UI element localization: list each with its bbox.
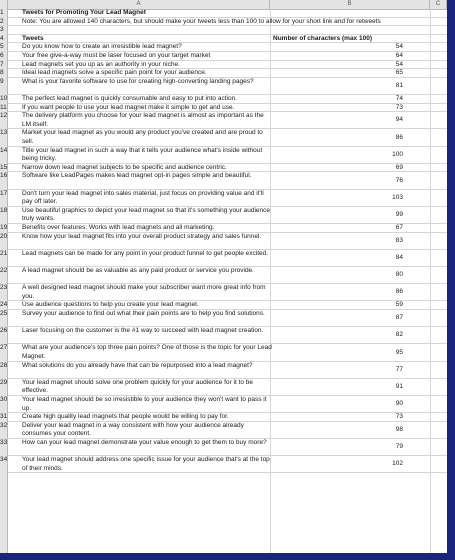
row-header-column xyxy=(0,9,8,553)
header-character-count: Number of characters (max 100) xyxy=(273,34,372,42)
tweet-text[interactable]: Use beautiful graphics to depict your lead magnet so that it's something your audience truly wants. xyxy=(22,206,271,223)
tweet-text[interactable]: Laser focusing on the customer is the #1 way to succeed with lead magnet creation. xyxy=(22,327,264,335)
character-count[interactable]: 59 xyxy=(395,301,403,309)
tweet-row[interactable] xyxy=(8,43,447,52)
character-count[interactable]: 80 xyxy=(395,271,403,279)
tweet-row[interactable] xyxy=(8,267,447,284)
tweet-row[interactable] xyxy=(8,112,447,129)
row-number[interactable]: 12 xyxy=(0,112,8,120)
character-count[interactable]: 86 xyxy=(395,133,403,141)
character-count[interactable]: 83 xyxy=(395,236,403,244)
tweet-text[interactable]: Your free give-a-way must be laser focused on your target market xyxy=(22,52,211,59)
tweet-row[interactable] xyxy=(8,224,447,233)
header-tweets: Tweets xyxy=(22,34,44,42)
row-number[interactable]: 9 xyxy=(0,77,4,85)
tweet-text[interactable]: Your lead magnet should solve one problem quickly for your audience for it to be effective. xyxy=(22,378,254,395)
tweet-text[interactable]: Don't turn your lead magnet into sales material, just focus on providing value and it'll pay off later. xyxy=(22,189,264,206)
note-text: Note: You are allowed 140 characters, but should make your tweets less than 100 to allow for your short link and for retweets xyxy=(22,17,381,25)
tweet-text[interactable]: Ideal lead magnets solve a specific pain point for your audience. xyxy=(22,69,207,77)
row-number[interactable]: 16 xyxy=(0,172,8,180)
tweet-row[interactable] xyxy=(8,147,447,164)
tweet-row[interactable] xyxy=(8,362,447,379)
row-number[interactable]: 29 xyxy=(0,378,8,386)
character-count[interactable]: 82 xyxy=(395,331,403,339)
character-count[interactable]: 54 xyxy=(395,43,403,51)
tweet-text[interactable]: A well designed lead magnet should make your subscriber want more great info from you. xyxy=(22,284,266,300)
tweet-text[interactable]: What solutions do you already have that can be repurposed into a lead magnet? xyxy=(22,361,253,369)
character-count[interactable]: 87 xyxy=(395,314,403,322)
tweet-row[interactable] xyxy=(8,422,447,439)
empty-row[interactable] xyxy=(8,26,447,35)
tweet-row[interactable] xyxy=(8,396,447,413)
row-number[interactable]: 28 xyxy=(0,361,8,369)
tweet-row[interactable] xyxy=(8,327,447,344)
row-number[interactable]: 8 xyxy=(0,69,4,77)
row-number[interactable]: 2 xyxy=(0,17,4,25)
tweet-row[interactable] xyxy=(8,164,447,173)
tweet-row[interactable] xyxy=(8,61,447,70)
row-number[interactable]: 20 xyxy=(0,232,8,240)
character-count[interactable]: 79 xyxy=(395,443,403,451)
tweet-row[interactable] xyxy=(8,413,447,422)
character-count[interactable]: 69 xyxy=(395,163,403,171)
row-number[interactable]: 23 xyxy=(0,284,8,292)
character-count[interactable]: 73 xyxy=(395,103,403,111)
row-number[interactable]: 19 xyxy=(0,224,8,231)
tweet-row[interactable] xyxy=(8,379,447,396)
tweet-text[interactable]: Your lead magnet should be so irresistible to your audience they won't want to pass it up. xyxy=(22,396,267,412)
row-number[interactable]: 25 xyxy=(0,310,8,317)
character-count[interactable]: 67 xyxy=(395,224,403,231)
row-number[interactable]: 10 xyxy=(0,95,8,102)
tweet-row[interactable] xyxy=(8,95,447,104)
tweet-text[interactable]: Software like LeadPages makes lead magnet opt-in pages simple and beautiful. xyxy=(22,172,252,180)
window-border-bottom xyxy=(0,553,455,560)
tweet-row[interactable] xyxy=(8,284,447,301)
tweet-text[interactable]: If you want people to use your lead magnet make it simple to get and use. xyxy=(22,103,235,111)
row-number[interactable]: 17 xyxy=(0,189,8,197)
row-number[interactable]: 18 xyxy=(0,206,8,214)
character-count[interactable]: 103 xyxy=(392,193,403,201)
row-number[interactable]: 3 xyxy=(0,26,4,34)
tweet-row[interactable] xyxy=(8,439,447,456)
tweet-text[interactable]: Deliver your lead magnet in a way consistent with how your audience already consumes your content. xyxy=(22,421,244,438)
column-header-b[interactable]: B xyxy=(270,0,430,9)
row-number[interactable]: 14 xyxy=(0,146,8,154)
row-number[interactable]: 6 xyxy=(0,52,4,59)
title-row[interactable] xyxy=(8,9,447,18)
tweet-row[interactable] xyxy=(8,69,447,78)
row-number[interactable]: 1 xyxy=(0,9,4,16)
character-count[interactable]: 81 xyxy=(395,82,403,90)
tweet-text[interactable]: Benefits over features: Works with lead magnets and all marketing. xyxy=(22,224,215,231)
note-row[interactable] xyxy=(8,18,447,27)
character-count[interactable]: 100 xyxy=(392,150,403,158)
character-count[interactable]: 65 xyxy=(395,69,403,77)
row-number[interactable]: 31 xyxy=(0,413,8,421)
character-count[interactable]: 94 xyxy=(395,116,403,124)
character-count[interactable]: 84 xyxy=(395,254,403,262)
tweet-text[interactable]: What are your audience's top three pain points? One of those is the topic for your Lead Magnet. xyxy=(22,344,272,360)
tweet-text[interactable]: Survey your audience to find out what their pain points are to help you find solutions. xyxy=(22,310,265,317)
tweet-row[interactable] xyxy=(8,250,447,267)
row-number[interactable]: 15 xyxy=(0,163,8,171)
tweet-text[interactable]: What is your favorite software to use for creating high-converting landing pages? xyxy=(22,77,254,85)
row-number[interactable]: 30 xyxy=(0,396,8,403)
column-header-a[interactable]: A xyxy=(8,0,270,9)
row-number[interactable]: 22 xyxy=(0,267,8,274)
tweet-text[interactable]: Lead magnets set you up as an authority in your niche. xyxy=(22,60,180,68)
tweet-row[interactable] xyxy=(8,104,447,113)
tweet-text[interactable]: The perfect lead magnet is quickly consumable and easy to put into action. xyxy=(22,95,237,102)
row-number[interactable]: 34 xyxy=(0,456,8,464)
tweet-text[interactable]: Do you know how to create an irresistible lead magnet? xyxy=(22,43,182,51)
tweet-row[interactable] xyxy=(8,344,447,361)
select-all-corner[interactable] xyxy=(0,0,8,9)
character-count[interactable]: 102 xyxy=(392,460,403,468)
sheet-title: Tweets for Promoting Your Lead Magnet xyxy=(22,9,146,16)
row-number[interactable]: 7 xyxy=(0,60,4,68)
tweet-text[interactable]: How can your lead magnet demonstrate your value enough to get them to buy more? xyxy=(22,439,267,446)
column-header-c[interactable]: C xyxy=(430,0,447,9)
tweet-text[interactable]: Title your lead magnet in such a way that it tells your audience what's inside without being tricky. xyxy=(22,146,263,163)
tweet-row[interactable] xyxy=(8,52,447,61)
tweet-text[interactable]: Know how your lead magnet fits into your overall product strategy and sales funnel. xyxy=(22,232,262,240)
window-border-right xyxy=(447,0,455,560)
tweet-row[interactable] xyxy=(8,301,447,310)
character-count[interactable]: 74 xyxy=(395,95,403,102)
character-count[interactable]: 64 xyxy=(395,52,403,59)
character-count[interactable]: 95 xyxy=(395,348,403,356)
character-count[interactable]: 76 xyxy=(395,176,403,184)
character-count[interactable]: 77 xyxy=(395,365,403,373)
tweet-row[interactable] xyxy=(8,172,447,189)
tweet-text[interactable]: Your lead magnet should address one specific issue for your audience that's at the top of their minds. xyxy=(22,456,270,472)
tweet-text[interactable]: Lead magnets can be made for any point in your product funnel to get people excited. xyxy=(22,249,269,257)
row-number[interactable]: 21 xyxy=(0,249,8,257)
tweet-row[interactable] xyxy=(8,207,447,224)
row-number[interactable]: 32 xyxy=(0,421,8,429)
row-number[interactable]: 13 xyxy=(0,129,8,137)
character-count[interactable]: 90 xyxy=(395,400,403,408)
character-count[interactable]: 91 xyxy=(395,383,403,391)
row-number[interactable]: 11 xyxy=(0,103,7,111)
tweet-row[interactable] xyxy=(8,310,447,327)
character-count[interactable]: 98 xyxy=(395,426,403,434)
row-number[interactable]: 4 xyxy=(0,34,4,42)
tweet-row[interactable] xyxy=(8,190,447,207)
row-number[interactable]: 33 xyxy=(0,439,8,446)
row-number[interactable]: 27 xyxy=(0,344,8,352)
tweet-row[interactable] xyxy=(8,233,447,250)
tweet-row[interactable] xyxy=(8,456,447,473)
tweet-text[interactable]: Use audience questions to help you create your lead magnet. xyxy=(22,301,199,309)
row-number[interactable]: 5 xyxy=(0,43,4,51)
tweet-row[interactable] xyxy=(8,78,447,95)
character-count[interactable]: 86 xyxy=(395,288,403,296)
tweet-text[interactable]: A lead magnet should be as valuable as any paid product or service you provide. xyxy=(22,267,254,274)
character-count[interactable]: 73 xyxy=(395,413,403,421)
row-number[interactable]: 24 xyxy=(0,301,8,309)
tweet-row[interactable] xyxy=(8,129,447,146)
tweet-text[interactable]: Market your lead magnet as you would any product you've created and are proud to sell. xyxy=(22,129,263,145)
character-count[interactable]: 99 xyxy=(395,211,403,219)
tweet-text[interactable]: Create high quality lead magnets that people would be willing to pay for. xyxy=(22,413,229,421)
row-number[interactable]: 26 xyxy=(0,327,8,335)
character-count[interactable]: 54 xyxy=(395,60,403,68)
tweet-text[interactable]: Narrow down lead magnet subjects to be specific and audience centric. xyxy=(22,163,227,171)
header-row[interactable] xyxy=(8,35,447,44)
tweet-text[interactable]: The delivery platform you choose for your lead magnet is almost as important as the LM itself. xyxy=(22,112,264,128)
